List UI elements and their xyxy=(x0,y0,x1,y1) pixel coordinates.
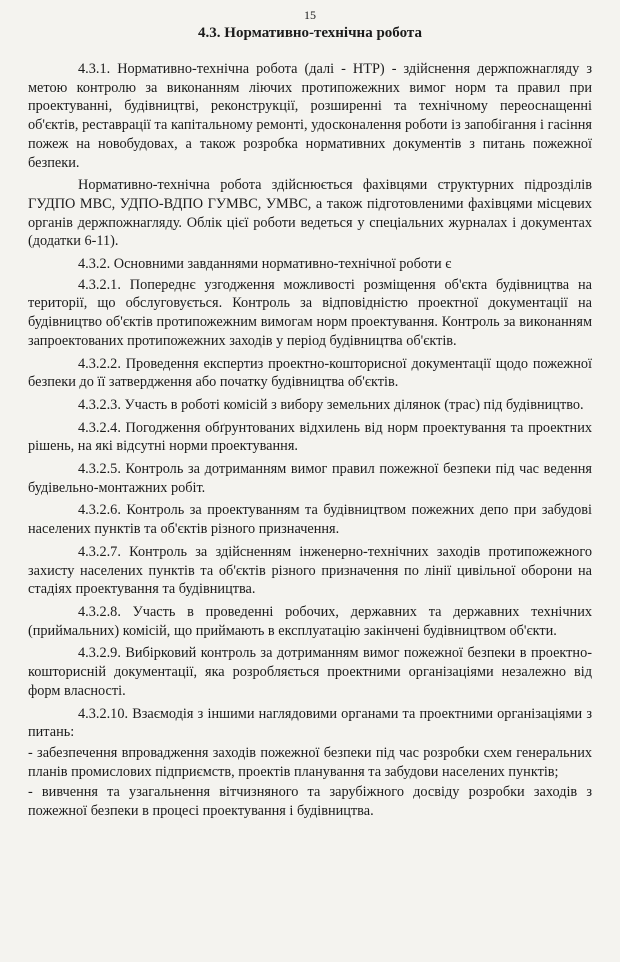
paragraph-4-3-2-6: 4.3.2.6. Контроль за проектуванням та будівництвом пожежних депо при забудові населених пунктів та об'єктів різного призначення. xyxy=(28,502,592,538)
paragraph-4-3-2-8: 4.3.2.8. Участь в проведенні робочих, державних та державних технічних (приймальних) комісій, що приймають в експлуатацію закінчені будівництвом об'єкти. xyxy=(28,603,592,639)
paragraph-4-3-2-10: 4.3.2.10. Взаємодія з іншими наглядовими органами та проектними організаціями з питань: xyxy=(28,705,592,741)
paragraph-4-3-2: 4.3.2. Основними завданнями нормативно-технічної роботи є xyxy=(78,256,452,273)
section-title: 4.3. Нормативно-технічна робота xyxy=(198,25,422,41)
page-number: 15 xyxy=(304,8,316,22)
paragraph-4-3-2-4: 4.3.2.4. Погодження обґрунтованих відхилень від норм проектування та проектних рішень, на які відсутні норми проектування. xyxy=(28,419,592,455)
paragraph-4-3-2-7: 4.3.2.7. Контроль за здійсненням інженерно-технічних заходів протипожежного захисту населених пунктів та об'єктів різного призначення по лінії цивільної оборони на стадіях проектування та будівництва. xyxy=(28,543,592,598)
paragraph-4-3-2-3: 4.3.2.3. Участь в роботі комісій з вибору земельних ділянок (трас) під будівництво. xyxy=(78,396,584,413)
paragraph-4-3-1: 4.3.1. Нормативно-технічна робота (далі - НТР) - здійснення держпожнагляду з метою контролю за виконанням ліючих протипожежних вимог норм та правил при проектуванні, будівництві, реконструкції, розширенні та технічному переоснащенні об'єктів, реставрації та капітальному ремонті, удосконалення роботи із запобігання і гасіння пожеж на новобудовах, а також розробка нормативних документів з питань пожежної безпеки. xyxy=(28,61,592,171)
paragraph-4-3-2-1: 4.3.2.1. Попереднє узгодження можливості розміщення об'єкта будівництва на території, що обслуговується. Контроль за відповідністю проектної документації на будівництво об'єктів протипожежним вимогам норм проектування. Контроль за виконанням запроектованих протипожежних заходів у період будівництва об'єктів. xyxy=(28,276,592,349)
paragraph-4-3-2-2: 4.3.2.2. Проведення експертиз проектно-кошторисної документації щодо пожежної безпеки до її затвердження або початку будівництва об'єктів. xyxy=(28,355,592,391)
paragraph-4-3-2-5: 4.3.2.5. Контроль за дотриманням вимог правил пожежної безпеки під час ведення будівельно-монтажних робіт. xyxy=(28,461,592,496)
paragraph-4-3-2-9: 4.3.2.9. Вибірковий контроль за дотриманням вимог пожежної безпеки в проектно-кошторисній документації, яка розробляється проектними організаціями незалежно від форм власності. xyxy=(28,645,592,699)
paragraph-ntr-performers: Нормативно-технічна робота здійснюється фахівцями структурних підрозділів ГУДПО МВС, УДПО-ВДПО ГУМВС, УМВС, а також підготовленими фахівцями місцевих органів держпожнагляду. Облік цієї роботи ведеться у спеціальних журналах і документах (додатки 6-11). xyxy=(28,177,592,250)
list-item-fire-safety-measures: - забезпечення впровадження заходів пожежної безпеки під час розробки схем генеральних планів промислових підприємств, проектів планування та забудови населених пунктів; xyxy=(28,744,592,780)
list-item-experience-study: - вивчення та узагальнення вітчизняного та зарубіжного досвіду розробки заходів з пожежної безпеки в процесі проектування і будівництва. xyxy=(28,784,592,820)
